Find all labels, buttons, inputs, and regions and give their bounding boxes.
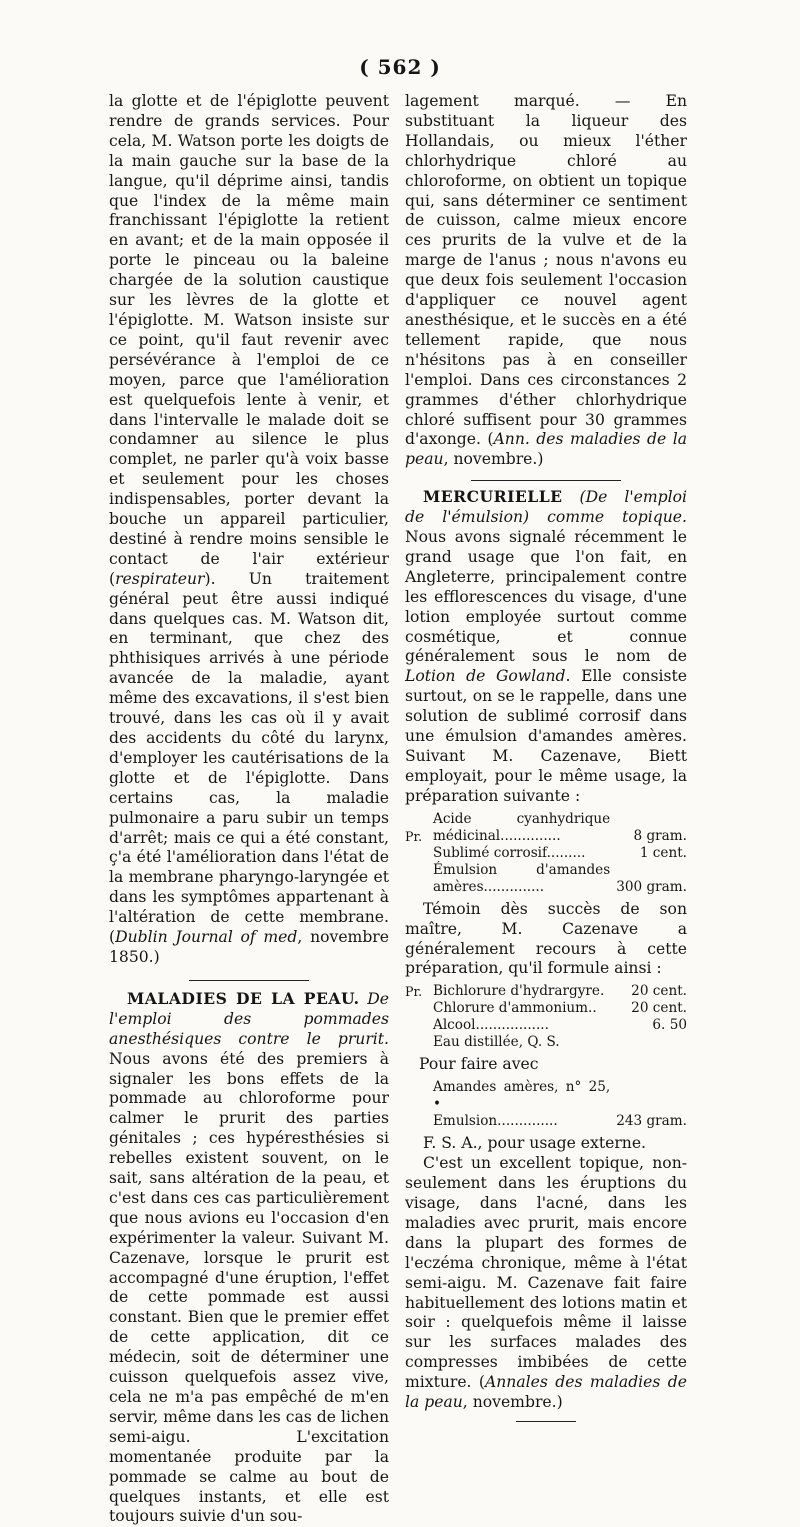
left-paragraph-1 <box>109 92 389 968</box>
right-column <box>405 92 687 1422</box>
ingredient-name: Bichlorure d'hydrargyre. <box>433 983 605 1000</box>
ingredient-amount <box>610 1079 687 1113</box>
ingredient-name: Emulsion.............. <box>433 1113 558 1130</box>
prescription-prefix: Pr. <box>405 984 423 1000</box>
page-number: ( 562 ) <box>359 55 441 79</box>
pour-faire-label: Pour faire avec <box>419 1055 539 1074</box>
left-paragraph-2 <box>109 989 389 1527</box>
ingredient-amount: 1 cent. <box>639 844 687 861</box>
ingredient-name: Acide cyanhydrique médicinal.............. <box>433 810 611 844</box>
prescription-3 <box>405 1079 687 1130</box>
ingredient-amount: 300 gram. <box>616 878 687 895</box>
section-title: (De l'emploi de l'émulsion) comme topique. <box>405 488 687 527</box>
prescription-row <box>405 845 687 862</box>
source-citation: Dublin Journal of med <box>115 928 298 947</box>
prescription-2 <box>405 983 687 1051</box>
prescription-row <box>405 1000 687 1017</box>
citation-date: , novembre.) <box>443 450 544 469</box>
text-run: Nous avons signalé récemment le grand usage que l'on fait, en Angleterre, principalement contre les efflorescences du visage, d'une lotion employée surtout comme cosmétique, et connue généralement sous le nom de <box>405 528 687 666</box>
prescription-row <box>405 811 687 845</box>
ingredient-amount: 6. 50 <box>652 1017 687 1034</box>
ingredient-name: Chlorure d'ammonium.. <box>433 1000 597 1017</box>
prescription-row <box>405 1113 687 1130</box>
right-paragraph-1 <box>405 92 687 470</box>
source-citation: Ann. des maladies de la peau <box>405 430 687 469</box>
prescription-row <box>405 1079 687 1113</box>
prescription-row <box>405 1034 687 1051</box>
prescription-row <box>405 862 687 896</box>
prescription-prefix: Pr. <box>405 828 423 844</box>
text-run: lagement marqué. — En substituant la liqueur des Hollandais, ou mieux l'éther chlorhydrique chloré au chloroforme, on obtient un topique qui, sans déterminer ce sentiment de cuisson, calme mieux encore ces prurits de la vulve et de la marge de l'anus ; nous n'avons eu que deux fois seulement l'occasion d'appliquer ce nouvel agent anesthésique, et le succès en a été tellement rapide, que nous n'hésitons pas à en conseiller l'emploi. Dans ces circonstances 2 grammes d'éther chlorhydrique chloré suffisent pour 30 grammes d'axonge. ( <box>405 92 687 449</box>
end-divider <box>516 1421 576 1422</box>
italic-term: respirateur <box>115 569 205 588</box>
prescription-spacer <box>405 1113 433 1130</box>
prescription-row <box>405 983 687 1000</box>
section-heading: MALADIES DE LA PEAU. <box>127 988 360 1008</box>
ingredient-name: Amandes amères, n° 25, • <box>433 1079 611 1113</box>
ingredient-amount: 243 gram. <box>616 1113 687 1130</box>
prescription-spacer <box>405 1017 433 1034</box>
prescription-spacer <box>405 1000 433 1017</box>
citation-date: , novembre 1850.) <box>109 928 389 966</box>
ingredient-amount: 20 cent. <box>631 983 687 1000</box>
ingredient-amount: 8 gram. <box>633 827 687 844</box>
text-run: C'est un excellent topique, non-seulement dans les éruptions du visage, dans l'acné, dans les maladies avec prurit, mais encore dans la plupart des formes de l'eczéma chronique, même à l'état semi-aigu. M. Cazenave fait faire habituellement des lotions matin et soir : quelquefois même il laisse sur les surfaces malades des compresses imbibées de cette mixture. ( <box>405 1154 687 1392</box>
lotion-name: Lotion de Gowland <box>405 667 566 686</box>
section-divider <box>471 480 621 481</box>
section-heading: MERCURIELLE <box>423 487 563 507</box>
ingredient-name: Eau distillée, Q. S. <box>433 1034 560 1051</box>
ingredient-name: Sublimé corrosif......... <box>433 844 586 861</box>
source-citation: Annales des maladies de la peau <box>405 1373 687 1412</box>
right-paragraph-4 <box>405 1154 687 1413</box>
ingredient-amount: 20 cent. <box>631 1000 687 1017</box>
prescription-1 <box>405 811 687 896</box>
text-run: . Elle consiste surtout, on se le rappelle, dans une solution de sublimé corrosif dans une émulsion d'amandes amères. Suivant M. Cazenave, Biett employait, pour le même usage, la préparation suivante : <box>405 667 687 805</box>
right-paragraph-3: Témoin dès succès de son maître, M. Cazenave a généralement recours à cette préparation, qu'il formule ainsi : <box>405 899 687 978</box>
section-divider <box>189 980 309 981</box>
text-run: Nous avons été des premiers à signaler les bons effets de la pommade au chloroforme pour calmer le prurit des parties génitales ; ces hypéresthésies si rebelles existent souvent, on le sait, sans altération de la peau, et c'est dans ces cas particulièrement que nous avions eu l'occasion d'en expérimenter la valeur. Suivant M. Cazenave, lorsque le prurit est accompagné d'une éruption, l'effet de cette pommade est aussi constant. Bien que le premier effet de cette application, dit ce médecin, soit de déterminer une cuisson quelquefois assez vive, cela ne m'a pas empêché de m'en servir, même dans les cas de lichen semi-aigu. L'excitation momentanée produite par la pommade se calme au bout de quelques instants, et elle est toujours suivie d'un sou- <box>109 1049 389 1526</box>
ingredient-name: Alcool................. <box>433 1017 549 1034</box>
prescription-spacer <box>405 862 433 896</box>
prescription-spacer <box>405 1034 433 1051</box>
prescription-row <box>405 1017 687 1034</box>
prescription-spacer <box>405 1079 433 1113</box>
ingredient-name: Émulsion d'amandes amères.............. <box>433 861 611 895</box>
citation-date: , novembre.) <box>462 1393 563 1412</box>
section-title: De l'emploi des pommades anesthésiques contre le prurit. <box>109 989 389 1048</box>
ingredient-amount <box>620 1034 687 1051</box>
text-run: ). Un traitement général peut être aussi indiqué dans quelques cas. M. Watson dit, en terminant, que chez des phthisiques arrivés à une période avancée de la maladie, ayant même des excavations, il s'est bien trouvé, dans les cas où il y avait des accidents du côté du larynx, d'employer les cautérisations de la glotte et de l'épiglotte. Dans certains cas, la maladie pulmonaire a paru subir un temps d'arrêt; mais ce qui a été constant, ç'a été l'amélioration dans l'état de la membrane pharyngo-laryngée et dans les symptômes appartenant à l'altération de cette membrane. ( <box>109 569 389 947</box>
right-paragraph-2 <box>405 487 687 807</box>
text-run: la glotte et de l'épiglotte peuvent rendre de grands services. Pour cela, M. Watson porte les doigts de la main gauche sur la base de la langue, qu'il déprime ainsi, tandis que l'index de la même main franchissant l'épiglotte la retient en avant; et de la main opposée il porte le pinceau ou la baleine chargée de la solution caustique sur les lèvres de la glotte et l'épiglotte. M. Watson insiste sur ce point, qu'il faut revenir avec persévérance à l'emploi de ce moyen, parce que l'amélioration est quelquefois lente à venir, et dans l'intervalle le malade doit se condamner au silence le plus complet, ne parler qu'à voix basse et seulement pour les choses indispensables, porter devant la bouche un appareil particulier, destiné à rendre moins sensible le contact de l'air extérieur ( <box>109 92 389 588</box>
fsa-line: F. S. A., pour usage externe. <box>423 1134 647 1153</box>
prescription-spacer <box>405 845 433 862</box>
left-column <box>109 92 389 1527</box>
